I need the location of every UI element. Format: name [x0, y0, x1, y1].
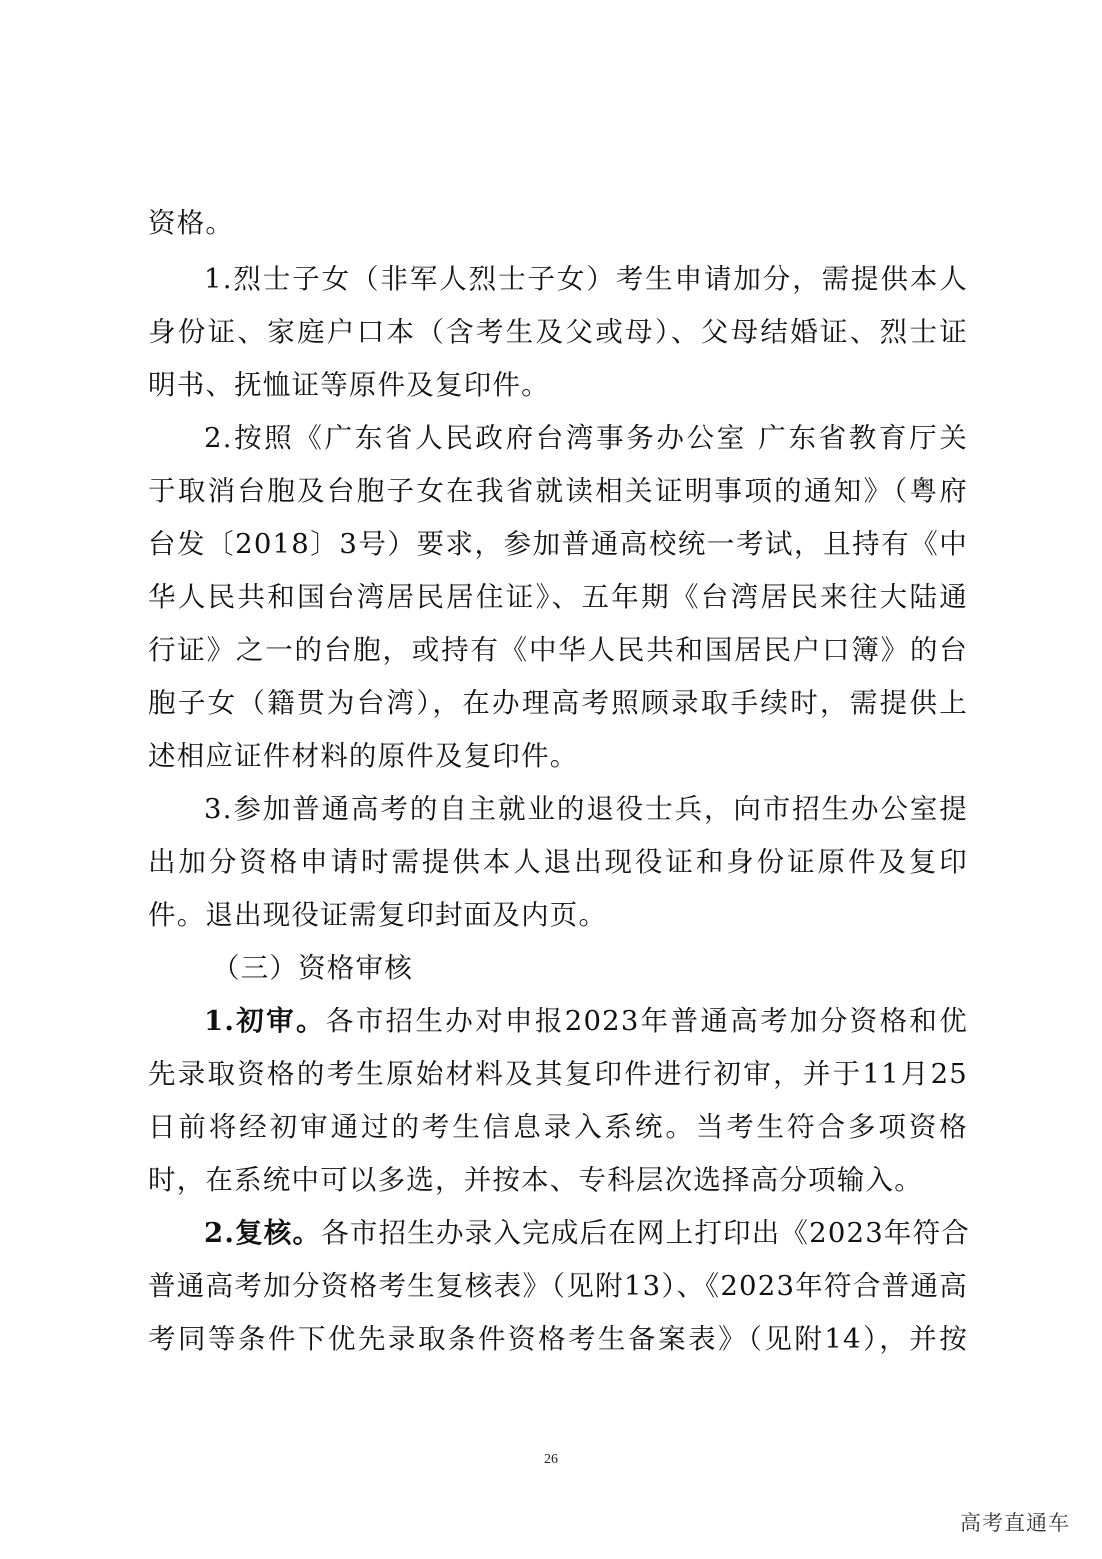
paragraph-line: 日前将经初审通过的考生信息录入系统。当考生符合多项资格: [148, 1111, 968, 1143]
initial-review-label: 1.初审。: [204, 1005, 326, 1037]
paragraph-line: 胞子女（籍贯为台湾），在办理高考照顾录取手续时，需提供上: [148, 687, 968, 719]
paragraph-line: 出加分资格申请时需提供本人退出现役证和身份证原件及复印: [148, 846, 968, 878]
initial-review-text: 各市招生办对申报2023年普通高考加分资格和优: [325, 1005, 968, 1037]
paragraph-line: 3.参加普通高考的自主就业的退役士兵，向市招生办公室提: [204, 793, 968, 825]
watermark-text: 高考直通车: [960, 1511, 1070, 1535]
paragraph-line: 行证》之一的台胞，或持有《中华人民共和国居民户口簿》的台: [148, 634, 968, 666]
paragraph-line: 述相应证件材料的原件及复印件。: [148, 740, 579, 772]
paragraph-line: 件。退出现役证需复印封面及内页。: [148, 899, 608, 931]
paragraph-line: 于取消台胞及台胞子女在我省就读相关证明事项的通知》（粤府: [148, 475, 968, 507]
paragraph-line: 普通高考加分资格考生复核表》（见附13）、《2023年符合普通高: [148, 1270, 968, 1302]
paragraph-line: 2.按照《广东省人民政府台湾事务办公室 广东省教育厅关: [204, 422, 968, 454]
paragraph-line: 台发〔2018〕3号）要求，参加普通高校统一考试，且持有《中: [148, 528, 968, 560]
page-number: 26: [544, 1452, 558, 1467]
recheck-text: 各市招生办录入完成后在网上打印出《2023年符合: [321, 1217, 971, 1249]
paragraph-line: 考同等条件下优先录取条件资格考生备案表》（见附14），并按: [148, 1323, 968, 1355]
paragraph-line: 1.烈士子女（非军人烈士子女）考生申请加分，需提供本人: [204, 263, 968, 295]
paragraph-line: 时，在系统中可以多选，并按本、专科层次选择高分项输入。: [148, 1164, 923, 1196]
paragraph-line: 身份证、家庭户口本（含考生及父或母）、父母结婚证、烈士证: [148, 316, 968, 348]
paragraph-line: 先录取资格的考生原始材料及其复印件进行初审，并于11月25: [148, 1058, 968, 1090]
initial-review-line: [204, 1001, 968, 1041]
section-heading: （三）资格审核: [212, 952, 413, 984]
paragraph-line: 资格。: [148, 207, 235, 239]
recheck-label: 2.复核。: [204, 1217, 322, 1249]
paragraph-line: 华人民共和国台湾居民居住证》、五年期《台湾居民来往大陆通: [148, 581, 968, 613]
recheck-line: [204, 1213, 971, 1253]
paragraph-line: 明书、抚恤证等原件及复印件。: [148, 369, 550, 401]
